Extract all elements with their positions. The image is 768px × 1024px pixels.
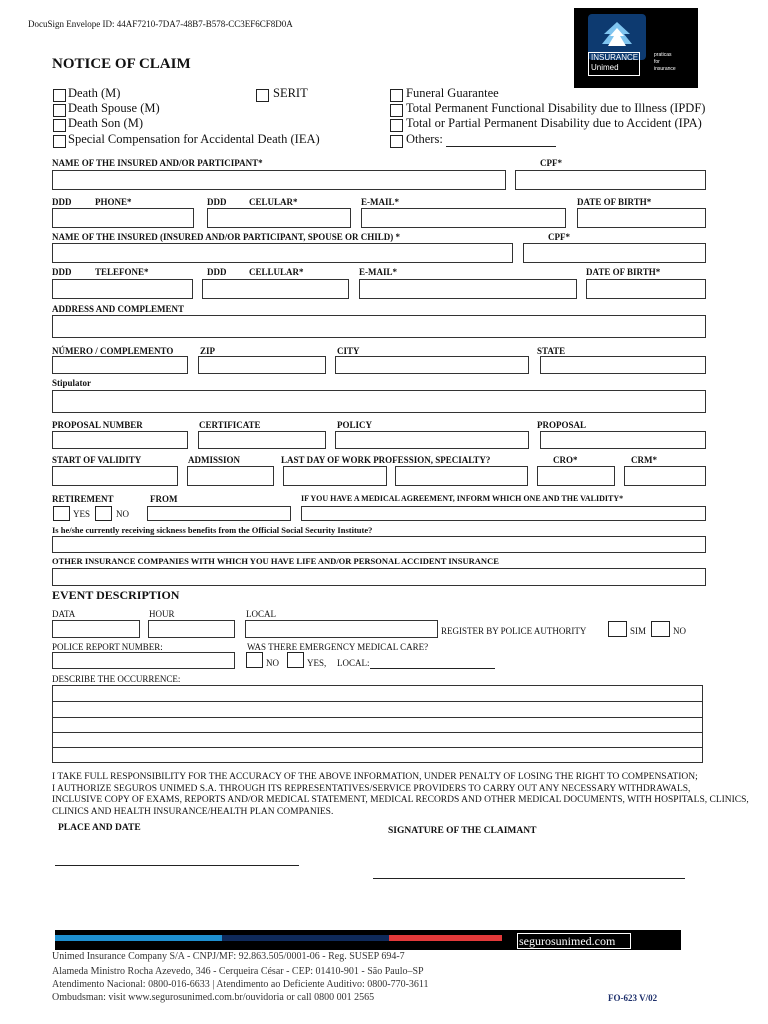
label-others: Others: — [406, 132, 443, 146]
signature-line[interactable] — [373, 878, 685, 879]
checkbox-others[interactable] — [390, 135, 403, 148]
label-event-hour: HOUR — [149, 609, 175, 619]
label-proposal-number: PROPOSAL NUMBER — [52, 420, 143, 430]
policy-field[interactable] — [335, 431, 529, 449]
checkbox-retirement-yes[interactable] — [53, 506, 70, 521]
name-participant-field[interactable] — [52, 170, 506, 190]
occurrence-line-4 — [53, 747, 702, 748]
cro-field[interactable] — [537, 466, 615, 486]
label-ddd-1: DDD — [52, 197, 72, 207]
logo-line2: Unimed — [591, 63, 619, 72]
checkbox-death[interactable] — [53, 89, 66, 102]
label-sim: SIM — [630, 626, 647, 636]
checkbox-emergency-yes[interactable] — [287, 652, 304, 668]
retirement-from-field[interactable] — [147, 506, 291, 521]
sickness-benefits-field[interactable] — [52, 536, 706, 553]
label-cel-1: CELULAR* — [249, 197, 298, 207]
label-name-family: NAME OF THE INSURED (INSURED AND/OR PARTICIPANT, SPOUSE OR CHILD) * — [52, 232, 400, 242]
label-dob-1: DATE OF BIRTH* — [577, 197, 652, 207]
label-iea: Special Compensation for Accidental Death (IEA) — [68, 132, 320, 146]
phone-2-field[interactable] — [52, 279, 193, 299]
crm-field[interactable] — [624, 466, 706, 486]
label-retirement: RETIREMENT — [52, 494, 114, 504]
occurrence-line-3 — [53, 732, 702, 733]
label-policy: POLICY — [337, 420, 373, 430]
profession-field[interactable] — [395, 466, 528, 486]
label-name-participant: NAME OF THE INSURED AND/OR PARTICIPANT* — [52, 158, 263, 168]
emergency-local-line[interactable] — [370, 668, 495, 669]
logo-tiny-2: for — [654, 59, 660, 65]
others-line[interactable] — [446, 146, 556, 147]
checkbox-serit[interactable] — [256, 89, 269, 102]
name-family-field[interactable] — [52, 243, 513, 263]
label-admission: ADMISSION — [188, 455, 241, 465]
label-ddd-2: DDD — [207, 197, 227, 207]
label-sickness-benefits: Is he/she currently receiving sickness benefits from the Official Social Security Institute? — [52, 525, 373, 535]
label-ipa: Total or Partial Permanent Disability due to Accident (IPA) — [406, 116, 702, 130]
label-emergency: WAS THERE EMERGENCY MEDICAL CARE? — [247, 642, 429, 652]
occurrence-line-2 — [53, 717, 702, 718]
label-describe-occurrence: DESCRIBE THE OCCURRENCE: — [52, 674, 181, 684]
start-validity-field[interactable] — [52, 466, 178, 486]
address-field[interactable] — [52, 315, 706, 338]
checkbox-ipdf[interactable] — [390, 104, 403, 117]
label-crm: CRM* — [631, 455, 657, 465]
envelope-id: DocuSign Envelope ID: 44AF7210-7DA7-48B7-B578-CC3EF6CF8D0A — [28, 19, 293, 29]
logo-tiny-text — [654, 52, 676, 73]
label-certificate: CERTIFICATE — [199, 420, 261, 430]
label-other-insurance: OTHER INSURANCE COMPANIES WITH WHICH YOU HAVE LIFE AND/OR PERSONAL ACCIDENT INSURANCE — [52, 556, 499, 566]
stipulator-field[interactable] — [52, 390, 706, 413]
label-death-spouse: Death Spouse (M) — [68, 101, 160, 115]
label-start-validity: START OF VALIDITY — [52, 455, 142, 465]
label-last-day: LAST DAY OF WORK PROFESSION, SPECIALTY? — [281, 455, 491, 465]
label-emergency-yes: YES, — [307, 658, 327, 668]
label-yes: YES — [73, 509, 91, 519]
label-event-data: DATA — [52, 609, 76, 619]
checkbox-register-no[interactable] — [651, 621, 670, 637]
logo-tiny-3: insurance — [654, 66, 676, 72]
footer-line-3: Atendimento Nacional: 0800-016-6633 | Atendimento ao Deficiente Auditivo: 0800-770-3611 — [52, 979, 429, 990]
label-place-date: PLACE AND DATE — [58, 823, 141, 833]
label-event-local: LOCAL — [246, 609, 276, 619]
medical-agreement-field[interactable] — [301, 506, 706, 521]
label-address: ADDRESS AND COMPLEMENT — [52, 304, 185, 314]
cpf-2-field[interactable] — [523, 243, 706, 263]
checkbox-register-sim[interactable] — [608, 621, 627, 637]
label-state: STATE — [537, 346, 566, 356]
city-field[interactable] — [335, 356, 529, 374]
label-serit: SERIT — [273, 86, 308, 100]
label-death-son: Death Son (M) — [68, 116, 143, 130]
state-field[interactable] — [540, 356, 706, 374]
website-badge[interactable]: segurosunimed.com — [517, 933, 631, 949]
logo-tiny-1: praticas — [654, 52, 672, 58]
proposal-number-field[interactable] — [52, 431, 188, 449]
label-cro: CRO* — [553, 455, 578, 465]
label-medical-agreement: IF YOU HAVE A MEDICAL AGREEMENT, INFORM WHICH ONE AND THE VALIDITY* — [301, 494, 624, 503]
dob-2-field[interactable] — [586, 279, 706, 299]
declaration-line-1: I TAKE FULL RESPONSIBILITY FOR THE ACCURACY OF THE ABOVE INFORMATION, UNDER PENALTY OF LOSING THE RIGHT TO COMPENSATION; — [52, 772, 698, 782]
stripe-blue — [55, 935, 222, 941]
label-no: NO — [116, 509, 129, 519]
page-title: NOTICE OF CLAIM — [52, 56, 191, 72]
label-emergency-local: LOCAL: — [337, 658, 370, 668]
email-1-field[interactable] — [361, 208, 566, 228]
label-city: CITY — [337, 346, 360, 356]
label-register-no: NO — [673, 626, 686, 636]
event-data-field[interactable] — [52, 620, 140, 638]
stripe-navy — [222, 935, 389, 941]
label-cpf-2: CPF* — [548, 232, 570, 242]
label-email-1: E-MAIL* — [361, 197, 399, 207]
zip-field[interactable] — [198, 356, 326, 374]
label-stipulator: Stipulator — [52, 378, 92, 388]
place-date-line[interactable] — [55, 865, 299, 866]
label-cel-2: CELLULAR* — [249, 267, 304, 277]
admission-field[interactable] — [187, 466, 274, 486]
checkbox-ipa[interactable] — [390, 119, 403, 132]
checkbox-death-spouse[interactable] — [53, 104, 66, 117]
last-day-field[interactable] — [283, 466, 387, 486]
label-emergency-no: NO — [266, 658, 279, 668]
cel-1-field[interactable] — [207, 208, 351, 228]
event-heading: EVENT DESCRIPTION — [52, 588, 180, 602]
event-hour-field[interactable] — [148, 620, 235, 638]
checkbox-funeral[interactable] — [390, 89, 403, 102]
occurrence-description-field[interactable] — [52, 685, 703, 763]
label-cpf-1: CPF* — [540, 158, 562, 168]
dob-1-field[interactable] — [577, 208, 706, 228]
label-phone-1: PHONE* — [95, 197, 132, 207]
declaration-line-3: INCLUSIVE COPY OF EXAMS, REPORTS AND/OR MEDICAL STATEMENT, MEDICAL RECORDS AND OTHER MEDICAL DOCUMENTS, WITH HOSPITALS, CLINICS, — [52, 795, 749, 805]
label-funeral: Funeral Guarantee — [406, 86, 499, 100]
label-police-report: POLICE REPORT NUMBER: — [52, 642, 163, 652]
checkbox-retirement-no[interactable] — [95, 506, 112, 521]
logo-line1: INSURANCE — [591, 53, 639, 62]
cel-2-field[interactable] — [202, 279, 349, 299]
certificate-field[interactable] — [198, 431, 326, 449]
label-from: FROM — [150, 494, 178, 504]
label-signature-claimant: SIGNATURE OF THE CLAIMANT — [388, 826, 537, 836]
company-logo — [574, 8, 698, 88]
proposal-field[interactable] — [540, 431, 706, 449]
label-death: Death (M) — [68, 86, 121, 100]
checkbox-iea[interactable] — [53, 135, 66, 148]
label-ddd-4: DDD — [207, 267, 227, 277]
checkbox-emergency-no[interactable] — [246, 652, 263, 668]
label-ddd-3: DDD — [52, 267, 72, 277]
label-email-2: E-MAIL* — [359, 267, 397, 277]
label-ipdf: Total Permanent Functional Disability due to Illness (IPDF) — [406, 101, 706, 115]
phone-1-field[interactable] — [52, 208, 194, 228]
footer-line-1: Unimed Insurance Company S/A - CNPJ/MF: 92.863.505/0001-06 - Reg. SUSEP 694-7 — [52, 951, 405, 962]
other-insurance-field[interactable] — [52, 568, 706, 586]
event-local-field[interactable] — [245, 620, 438, 638]
police-report-field[interactable] — [52, 652, 235, 669]
cpf-1-field[interactable] — [515, 170, 706, 190]
label-numero: NÚMERO / COMPLEMENTO — [52, 346, 174, 356]
declaration-line-4: CLINICS AND HEALTH INSURANCE/HEALTH PLAN COMPANIES. — [52, 806, 334, 817]
footer-line-4: Ombudsman: visit www.segurosunimed.com.br/ouvidoria or call 0800 001 2565 — [52, 992, 375, 1003]
declaration-line-2: I AUTHORIZE SEGUROS UNIMED S.A. THROUGH ITS REPRESENTATIVES/SERVICE PROVIDERS TO CARRY OUT ANY NECESSARY WITHDRAWALS, — [52, 783, 691, 794]
logo-text — [588, 52, 640, 76]
declaration-text — [52, 772, 766, 818]
stripe-red — [389, 935, 502, 941]
numero-field[interactable] — [52, 356, 188, 374]
form-code: FO-623 V/02 — [608, 993, 658, 1003]
label-dob-2: DATE OF BIRTH* — [586, 267, 661, 277]
footer-line-2: Alameda Ministro Rocha Azevedo, 346 - Cerqueira César - CEP: 01410-901 - São Paulo–SP — [52, 966, 424, 977]
label-register-police: REGISTER BY POLICE AUTHORITY — [441, 626, 587, 636]
occurrence-line-1 — [53, 701, 702, 702]
label-phone-2: TELEFONE* — [95, 267, 149, 277]
label-proposal: PROPOSAL — [537, 420, 587, 430]
label-zip: ZIP — [200, 346, 216, 356]
email-2-field[interactable] — [359, 279, 577, 299]
checkbox-death-son[interactable] — [53, 119, 66, 132]
